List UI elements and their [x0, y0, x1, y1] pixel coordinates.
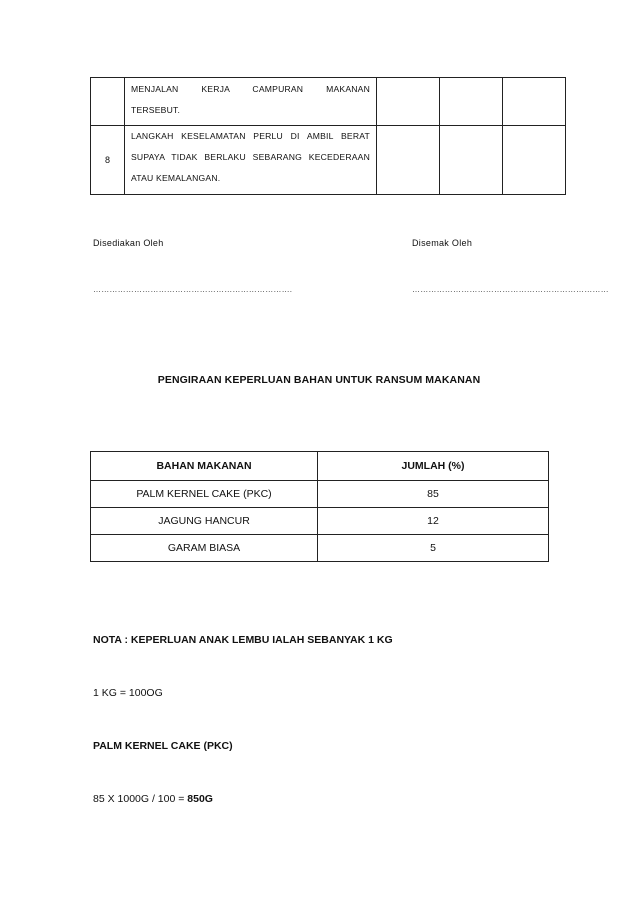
checklist-cell — [503, 78, 566, 126]
pkc-calculation — [93, 793, 213, 805]
unit-conversion: 1 KG = 100OG — [93, 687, 163, 699]
checklist-line: SUPAYA TIDAK BERLAKU SEBARANG KECEDERAAN — [131, 152, 370, 162]
ingredient-amount: 12 — [318, 508, 549, 535]
checklist-row — [91, 78, 566, 126]
amount-column-header: JUMLAH (%) — [318, 452, 549, 481]
pkc-calculation-result: 850G — [187, 793, 213, 805]
ingredients-header-row — [91, 452, 549, 481]
prepared-by-label: Disediakan Oleh — [93, 238, 164, 248]
checklist-cell — [440, 126, 503, 195]
ingredient-column-header: BAHAN MAKANAN — [91, 452, 318, 481]
ingredient-amount: 85 — [318, 481, 549, 508]
checklist-cell — [440, 78, 503, 126]
section-title: PENGIRAAN KEPERLUAN BAHAN UNTUK RANSUM MAKANAN — [157, 374, 481, 386]
checklist-row — [91, 126, 566, 195]
ingredient-name: PALM KERNEL CAKE (PKC) — [91, 481, 318, 508]
pkc-calculation-formula: 85 X 1000G / 100 = — [93, 793, 188, 805]
checklist-row-number — [91, 78, 125, 126]
requirement-note: NOTA : KEPERLUAN ANAK LEMBU IALAH SEBANYAK 1 KG — [93, 634, 393, 646]
checklist-row-number: 8 — [91, 126, 125, 195]
checked-by-label: Disemak Oleh — [412, 238, 473, 248]
checked-by-signature-line: ……………………………………………………………… — [412, 285, 609, 294]
checklist-cell — [377, 126, 440, 195]
ingredients-table — [90, 451, 549, 562]
checklist-row-description — [125, 126, 377, 195]
prepared-by-signature-line: ………………………………………………………………. — [93, 285, 293, 294]
ingredient-name: GARAM BIASA — [91, 535, 318, 562]
ingredient-amount: 5 — [318, 535, 549, 562]
ingredient-row — [91, 535, 549, 562]
checklist-line: MENJALAN KERJA CAMPURAN MAKANAN — [131, 84, 370, 94]
pkc-heading: PALM KERNEL CAKE (PKC) — [93, 740, 233, 752]
ingredient-row — [91, 481, 549, 508]
checklist-line: TERSEBUT. — [131, 105, 181, 115]
checklist-cell — [377, 78, 440, 126]
checklist-table — [90, 77, 566, 195]
ingredient-name: JAGUNG HANCUR — [91, 508, 318, 535]
checklist-row-description — [125, 78, 377, 126]
ingredient-row — [91, 508, 549, 535]
checklist-line: ATAU KEMALANGAN. — [131, 173, 221, 183]
checklist-cell — [503, 126, 566, 195]
checklist-line: LANGKAH KESELAMATAN PERLU DI AMBIL BERAT — [131, 131, 370, 141]
